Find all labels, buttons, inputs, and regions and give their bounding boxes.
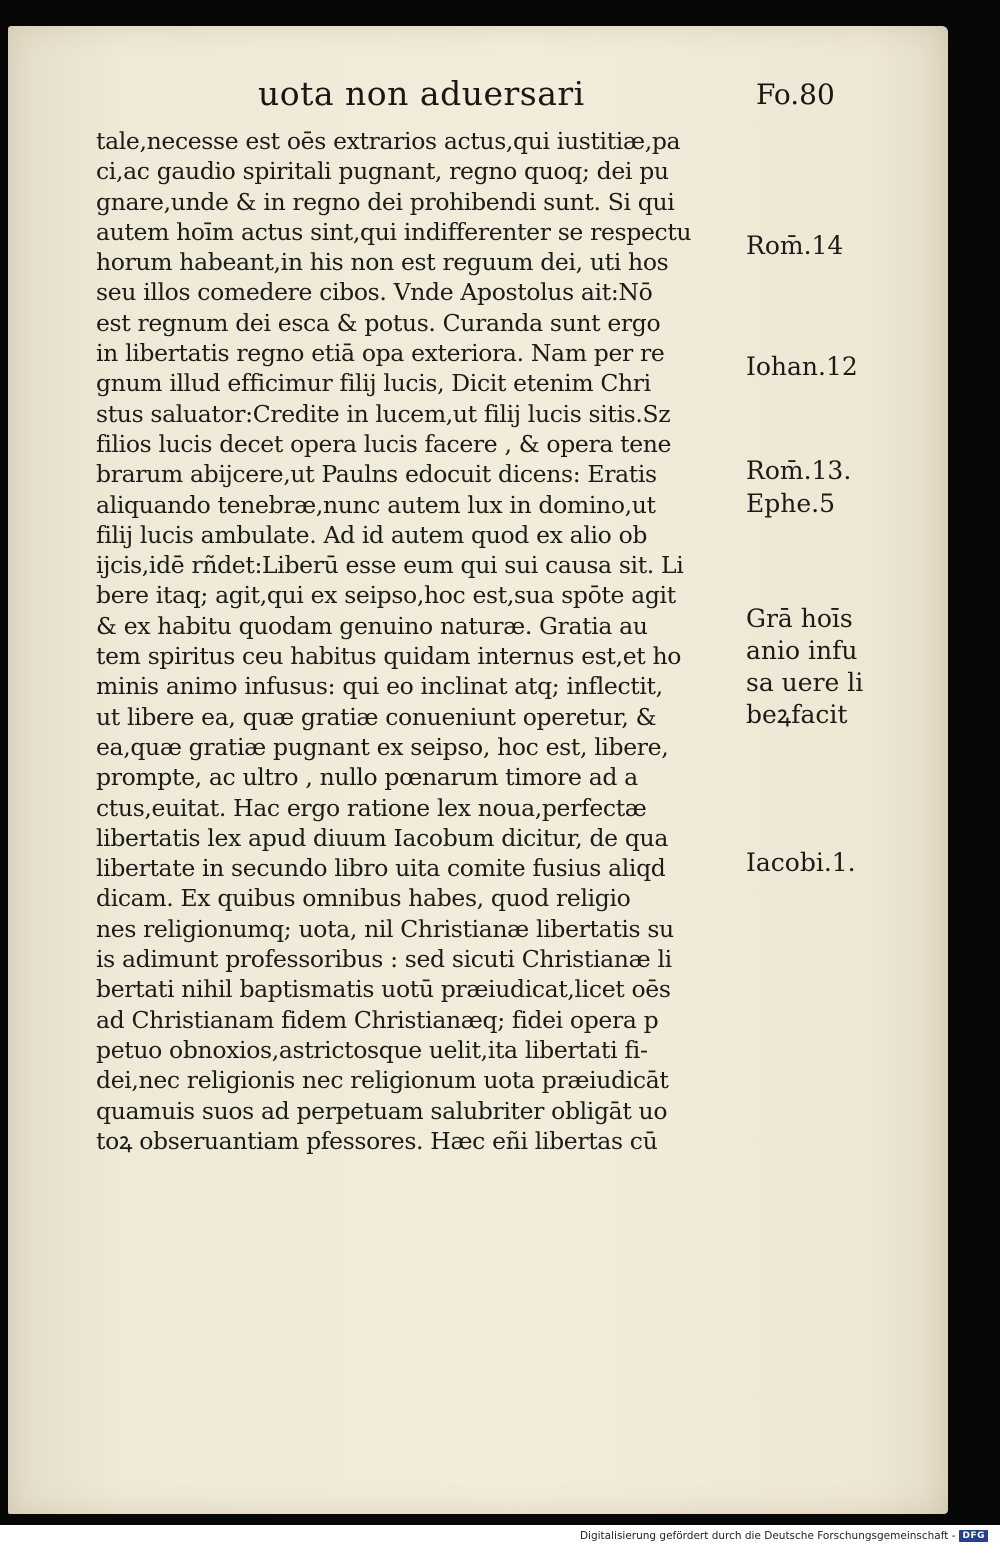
text-line: gnum illud efficimur filij lucis, Dicit etenim Chri [96, 369, 651, 398]
text-line: quamuis suos ad perpetuam salubriter obligāt uo [96, 1096, 668, 1125]
text-line: tem spiritus ceu habitus quidam internus est,et ho [96, 642, 682, 671]
text-line: tale,necesse est oēs extrarios actus,qui iustitiæ,pa [96, 127, 681, 155]
text-line: brarum abijcere,ut Paulns edocuit dicens: Eratis [96, 460, 657, 489]
text-line: stus saluator:Credite in lucem,ut filij lucis sitis.Sz [96, 399, 671, 428]
text-line: seu illos comedere cibos. Vnde Apostolus ait:Nō [96, 278, 653, 307]
margin-note-iohan-12: Iohan.12 [746, 352, 858, 381]
margin-note-gratia: anio infu [746, 636, 858, 665]
text-line: bere itaq; agit,qui ex seipso,hoc est,sua spōte agit [96, 581, 676, 610]
text-line: libertatis lex apud diuum Iacobum dicitur, de qua [96, 823, 668, 852]
text-line: ctus,euitat. Hac ergo ratione lex noua,perfectæ [96, 793, 647, 822]
text-line: aliquando tenebræ,nunc autem lux in domino,ut [96, 490, 656, 519]
text-line: minis animo infusus: qui eo inclinat atq; inflectit, [96, 672, 663, 701]
margin-note-rom-13: Rom̄.13. [746, 456, 852, 485]
digitization-credit [580, 1530, 988, 1542]
text-line: ijcis,idē rñdet:Liberū esse eum qui sui causa sit. Li [96, 551, 684, 580]
text-line: dei,nec religionis nec religionum uota præiudicāt [96, 1066, 669, 1095]
text-line: filij lucis ambulate. Ad id autem quod ex alio ob [96, 520, 648, 549]
text-line: gnare,unde & in regno dei prohibendi sunt. Si qui [96, 187, 675, 216]
margin-note-ephe-5: Ephe.5 [746, 489, 836, 518]
text-line: prompte, ac ultro , nullo pœnarum timore ad a [96, 763, 638, 792]
book-page [8, 26, 948, 1514]
text-line: is adimunt professoribus : sed sicuti Christianæ li [96, 945, 672, 974]
text-line: in libertatis regno etiā opa exteriora. Nam per re [96, 339, 665, 368]
text-line: autem hoīm actus sint,qui indifferenter se respectu [96, 217, 692, 246]
text-line: bertati nihil baptismatis uotū præiudicat,licet oēs [96, 975, 671, 1004]
margin-note-gratia: beꝝfacit [746, 700, 848, 729]
margin-note-iacobi-1: Iacobi.1. [746, 848, 856, 877]
dfg-logo: DFG [959, 1530, 988, 1542]
text-line: petuo obnoxios,astrictosque uelit,ita libertati fi- [96, 1035, 648, 1064]
text-line: libertate in secundo libro uita comite fusius aliqd [96, 854, 666, 883]
text-line: & ex habitu quodam genuino naturæ. Gratia au [96, 611, 648, 640]
text-line: ea,quæ gratiæ pugnant ex seipso, hoc est, libere, [96, 732, 669, 761]
text-line: filios lucis decet opera lucis facere , & opera tene [96, 429, 672, 458]
running-head: uota non aduersari [258, 74, 585, 113]
text-line: toꝝ obseruantiam pfessores. Hæc eñi libertas cū [96, 1126, 658, 1155]
text-line: dicam. Ex quibus omnibus habes, quod religio [96, 884, 631, 913]
text-line: ad Christianam fidem Christianæq; fidei opera p [96, 1005, 659, 1034]
text-line: horum habeant,in his non est reguum dei, uti hos [96, 248, 669, 277]
text-line: nes religionumq; uota, nil Christianæ libertatis su [96, 914, 674, 943]
margin-note-gratia: Grā hoīs [746, 604, 853, 633]
text-line: est regnum dei esca & potus. Curanda sunt ergo [96, 308, 661, 337]
margin-note-rom-14: Rom̄.14 [746, 231, 844, 260]
text-line: ci,ac gaudio spiritali pugnant, regno quoq; dei pu [96, 157, 669, 186]
margin-note-gratia: sa uere li [746, 668, 864, 697]
folio-number: Fo.80 [756, 78, 835, 111]
body-text-column [96, 126, 736, 1156]
text-line: ut libere ea, quæ gratiæ conueniunt operetur, & [96, 702, 657, 731]
credit-text: Digitalisierung gefördert durch die Deutsche Forschungsgemeinschaft - [579, 1530, 956, 1542]
